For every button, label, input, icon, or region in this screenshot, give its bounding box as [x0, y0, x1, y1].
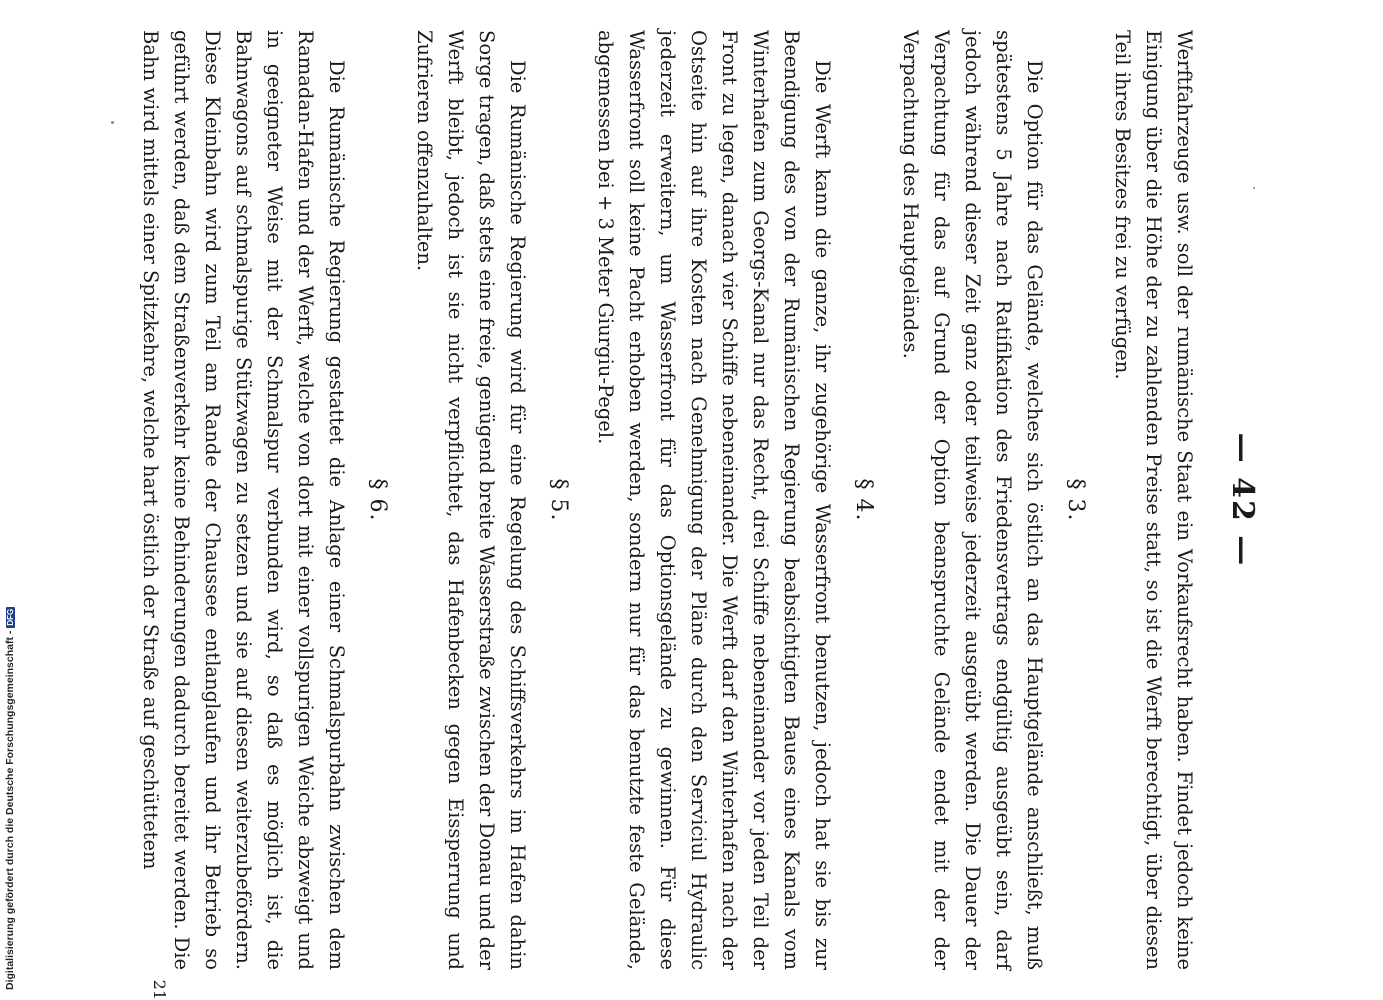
scanned-page	[139, 0, 1260, 1000]
dfg-logo-icon: DFG	[6, 608, 15, 626]
scan-speck	[111, 121, 114, 124]
section-text-3: Die Option für das Gelände, welches sich östlich an das Hauptgelände anschließt, muß spätestens 5 Jahre nach Ratifikation des Friedensvertrags endgültig ausgeübt sein, darf jedoch während dieser Zeit ganz oder teilweise jederzeit ausgeübt werden. Die Dauer der Verpachtung für das auf Grund der Option beanspruchte Gelände endet mit der der Verpachtung des Hauptgeländes.	[899, 30, 1046, 970]
printer-signature: 21	[150, 979, 169, 1000]
section-heading-5: § 5.	[546, 478, 571, 522]
page-number: — 42 —	[1225, 432, 1260, 568]
section-text-5: Die Rumänische Regierung wird für eine Regelung des Schiffsverkehrs im Hafen dahin Sorge tragen, daß stets eine freie, genügend breite Wasserstraße zwischen der Donau und der Werft bleibt, jedoch ist sie nicht verpflichtet, das Hafenbecken gegen Eissperrung und Zufrieren offenzuhalten.	[413, 30, 529, 970]
section-text-6: Die Rumänische Regierung gestattet die Anlage einer Schmalspurbahn zwischen dem Ramadan-Hafen und der Werft, welche von dort mit einer vollspurigen Weiche abzweigt und in geeigneter Weise mit der Schmalspur verbunden wird, so daß es möglich ist, die Bahnwagons auf schmalspurige Stützwagen zu setzen und sie auf diesen weiterzubefördern. Diese Kleinbahn wird zum Teil am Rande der Chaussee entlanglaufen und ihr Betrieb so geführt werden, daß dem Straßenverkehr keine Behinderungen dadurch bereitet werden. Die Bahn wird mittels einer Spitzkehre, welche hart östlich der Straße auf geschüttetem	[139, 30, 348, 970]
digitization-credit	[2, 0, 16, 990]
section-heading-4: § 4.	[851, 478, 876, 522]
page-body	[127, 30, 1200, 970]
paragraph-intro: Werftfahrzeuge usw. soll der rumänische Staat ein Vorkaufsrecht haben. Findet jedoch keine Einigung über die Höhe der zu zahlenden Preise statt, so ist die Werft berechtigt, über diesen Teil ihres Besitzes frei zu verfügen.	[1111, 30, 1196, 970]
scan-speck	[1253, 187, 1255, 189]
section-heading-6: § 6.	[365, 478, 390, 522]
section-text-4: Die Werft kann die ganze, ihr zugehörige Wasserfront benutzen, jedoch hat sie bis zur Beendigung des von der Rumänischen Regierung beabsichtigten Baues eines Kanals vom Winterhafen zum Georgs-Kanal nur das Recht, drei Schiffe nebeneinander vor jeden Teil der Front zu legen, danach vier Schiffe nebeneinander. Die Werft darf den Winterhafen nach der Ostseite hin auf ihre Kosten nach Genehmigung der Pläne durch den Serviciul Hydraulic jederzeit erweitern, um Wasserfront für das Optionsgelände zu gewinnen. Für diese Wasserfront soll keine Pacht erhoben werden, sondern nur für das benutzte feste Gelände, abgemessen bei + 3 Meter Giurgiu-Pegel.	[594, 30, 834, 970]
section-heading-3: § 3.	[1063, 478, 1088, 522]
credit-text: Digitalisierung gefördert durch die Deutsche Forschungsgemeinschaft -	[4, 630, 16, 990]
